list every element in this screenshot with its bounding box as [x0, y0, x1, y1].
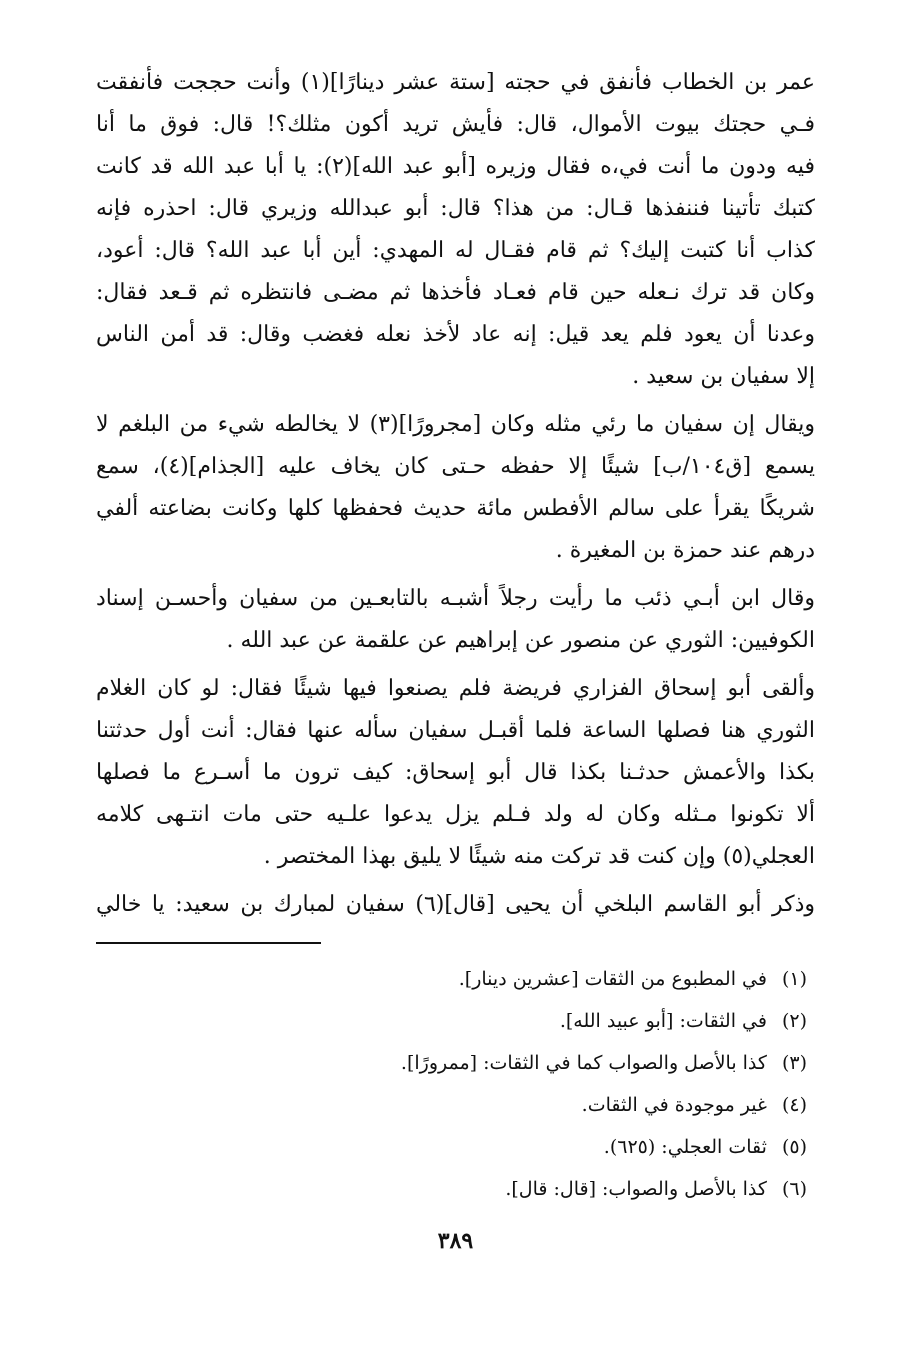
main-text	[96, 62, 815, 932]
footnote	[96, 1084, 815, 1126]
text-line: وذكر أبو القاسم البلخي أن يحيى [قال](٦) سفيان لمبارك بن سعيد: يا خالي	[96, 892, 815, 917]
paragraph	[96, 884, 815, 926]
text-line: إلا سفيان بن سعيد .	[632, 364, 815, 389]
footnote-number: (٣)	[781, 1052, 807, 1074]
footnote	[96, 1168, 815, 1210]
text-line: كذاب أنا كتبت إليك؟ ثم قام فقـال له المهدي: أين أبا عبد الله؟ قال: أعود،	[96, 238, 815, 263]
paragraph	[96, 62, 815, 398]
text-line: الكوفيين: الثوري عن منصور عن إبراهيم عن علقمة عن عبد الله .	[226, 628, 815, 653]
text-line: درهم عند حمزة بن المغيرة .	[555, 538, 815, 563]
text-line: ويقال إن سفيان ما رئي مثله وكان [مجرورًا](٣) لا يخالطه شيء من البلغم لا	[96, 412, 815, 437]
paragraph	[96, 578, 815, 662]
footnote	[96, 1126, 815, 1168]
text-line: ألا تكونوا مـثله وكان له ولد فـلم يزل يدعوا علـيه حتى مات انتـهى كلامه	[96, 802, 815, 827]
footnote-text: في المطبوع من الثقات [عشرين دينار].	[458, 968, 767, 990]
text-line: وقال ابن أبـي ذئب ما رأيت رجلاً أشبـه بالتابعـين من سفيان وأحسـن إسناد	[96, 586, 815, 611]
footnote-text: كذا بالأصل والصواب كما في الثقات: [ممرورًا].	[400, 1052, 767, 1074]
text-line: وكان قد ترك نـعله حين قام فعـاد فأخذها ثم مضـى فانتظره ثم قـعد فقال:	[96, 280, 815, 305]
text-line: فـي حجتك بيوت الأموال، قال: فأيش تريد أكون مثلك؟! قال: فوق ما أنا	[96, 112, 815, 137]
text-line: العجلي(٥) وإن كنت قد تركت منه شيئًا لا يليق بهذا المختصر .	[263, 844, 815, 869]
footnote-text: كذا بالأصل والصواب: [قال: قال].	[505, 1178, 767, 1200]
footnote-number: (٤)	[781, 1094, 807, 1116]
footnote-number: (٦)	[781, 1178, 807, 1200]
footnote-separator	[96, 942, 321, 944]
text-line: شريكًا يقرأ على سالم الأفطس مائة حديث فحفظها كلها وكانت بضاعته ألفي	[96, 496, 815, 521]
text-line: وألقى أبو إسحاق الفزاري فريضة فلم يصنعوا فيها شيئًا فقال: لو كان الغلام	[96, 676, 815, 701]
footnote-text: ثقات العجلي: (٦٢٥).	[603, 1136, 767, 1158]
text-line: الثوري هنا فصلها الساعة فلما أقبـل سفيان سأله عنها فقال: أنت أول حدثتنا	[96, 718, 815, 743]
text-line: عمر بن الخطاب فأنفق في حجته [ستة عشر دينارًا](١) وأنت حججت فأنفقت	[96, 70, 815, 95]
footnote-number: (٥)	[781, 1136, 807, 1158]
text-line: وعدنا أن يعود فلم يعد قيل: إنه عاد لأخذ نعله فغضب وقال: قد أمن الناس	[96, 322, 815, 347]
footnote-number: (١)	[781, 968, 807, 990]
footnotes	[96, 958, 815, 1210]
footnote-text: في الثقات: [أبو عبيد الله].	[559, 1010, 767, 1032]
footnote-text: غير موجودة في الثقات.	[581, 1094, 767, 1116]
page-number: ٣٨٩	[437, 1228, 474, 1254]
text-line: فيه ودون ما أنت في،ه فقال وزيره [أبو عبد الله](٢): يا أبا عبد الله قد كانت	[96, 154, 815, 179]
footnote-number: (٢)	[781, 1010, 807, 1032]
paragraph	[96, 404, 815, 572]
text-line: يسمع [ق١٠٤/ب] شيئًا إلا حفظه حـتى كان يخاف عليه [الجذام](٤)، سمع	[96, 454, 815, 479]
text-line: كتبك تأتينا فننفذها قـال: من هذا؟ قال: أبو عبدالله وزيري قال: احذره فإنه	[96, 196, 815, 221]
text-line: بكذا والأعمش حدثـنا بكذا قال أبو إسحاق: كيف ترون ما أسـرع ما فصلها	[96, 760, 815, 785]
footnote	[96, 958, 815, 1000]
paragraph	[96, 668, 815, 878]
footnote	[96, 1042, 815, 1084]
footnote	[96, 1000, 815, 1042]
